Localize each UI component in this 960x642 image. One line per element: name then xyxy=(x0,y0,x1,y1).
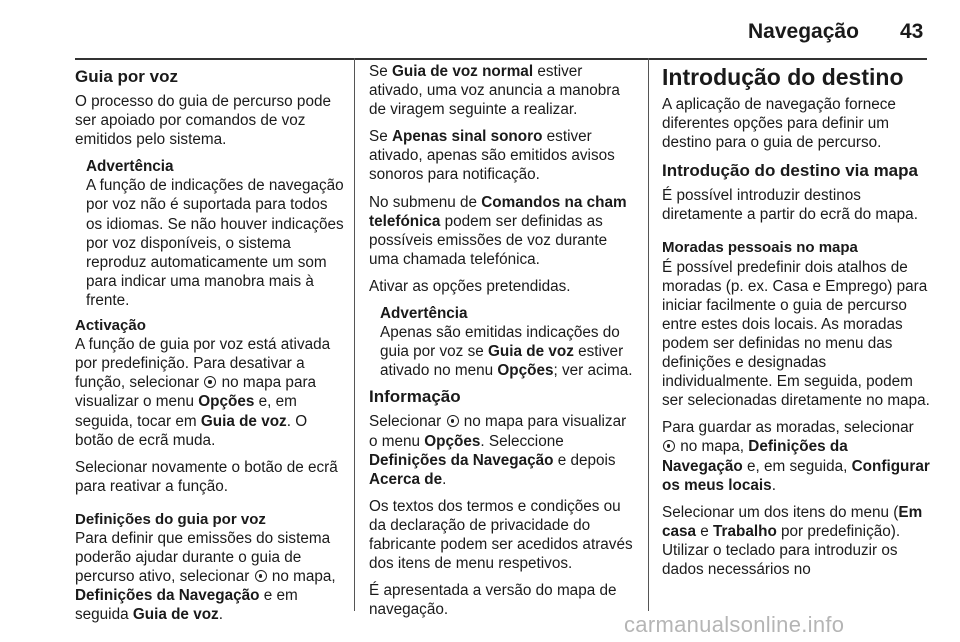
paragraph: No submenu de Comandos na cham telefónica podem ser definidas as possíveis emissões de voz durante uma chamada telefónica. xyxy=(369,193,627,268)
paragraph: Os textos dos termos e condições ou da declaração de privacidade do fabricante podem ser acedidos através dos itens de menu respetivos. xyxy=(369,497,633,573)
paragraph: Para guardar as moradas, selecionar no mapa, Definições da Navegação e, em seguida, Configurar os meus locais. xyxy=(662,419,930,494)
heading-introducao-destino: Introdução do destino xyxy=(662,64,904,90)
page-header xyxy=(0,0,960,58)
column-2 xyxy=(369,62,637,627)
note-text: Apenas são emitidas indicações do guia por voz se Guia de voz estiver ativado no menu Opções; ver acima. xyxy=(380,324,633,380)
heading-activacao: Activação xyxy=(75,317,146,335)
column-1 xyxy=(75,62,347,632)
watermark: carmanualsonline.info xyxy=(624,612,845,637)
note-box xyxy=(75,157,347,310)
target-icon xyxy=(204,376,216,388)
target-icon xyxy=(663,440,675,452)
note-title: Advertência xyxy=(86,158,174,176)
paragraph: Se Guia de voz normal estiver ativado, uma voz anuncia a manobra de viragem seguinte a realizar. xyxy=(369,63,620,119)
paragraph: Para definir que emissões do sistema poderão ajudar durante o guia de percurso ativo, selecionar no mapa, Definições da Navegação e em seguida Guia de voz. xyxy=(75,529,336,624)
note-title: Advertência xyxy=(380,305,468,323)
paragraph: O processo do guia de percurso pode ser apoiado por comandos de voz emitidos pelo sistema. xyxy=(75,93,331,149)
paragraph: Selecionar no mapa para visualizar o menu Opções. Seleccione Definições da Navegação e depois Acerca de. xyxy=(369,413,627,488)
heading-informacao: Informação xyxy=(369,387,461,407)
paragraph: A função de guia por voz está ativada por predefinição. Para desativar a função, selecionar no mapa para visualizar o menu Opções e, em seguida, tocar em Guia de voz. O botão de ecrã muda. xyxy=(75,336,331,449)
column-divider-1 xyxy=(354,58,355,611)
heading-definicoes-guia: Definições do guia por voz xyxy=(75,510,266,528)
section-title: Navegação xyxy=(748,20,859,43)
heading-moradas-pessoais: Moradas pessoais no mapa xyxy=(662,239,858,257)
column-divider-2 xyxy=(648,58,649,611)
heading-guia-por-voz: Guia por voz xyxy=(75,67,178,86)
paragraph: Ativar as opções pretendidas. xyxy=(369,277,571,295)
target-icon xyxy=(255,570,267,582)
target-icon xyxy=(447,415,459,427)
paragraph: É apresentada a versão do mapa de navegação. xyxy=(369,582,617,619)
paragraph: Selecionar novamente o botão de ecrã para reativar a função. xyxy=(75,458,338,495)
heading-destino-via-mapa: Introdução do destino via mapa xyxy=(662,161,918,181)
paragraph: Se Apenas sinal sonoro estiver ativado, apenas são emitidos avisos sonoros para notificação. xyxy=(369,128,615,184)
paragraph: É possível predefinir dois atalhos de moradas (p. ex. Casa e Emprego) para iniciar facilmente o guia de percurso entre estes dois locais. As moradas podem ser definidas no menu das definições e designadas individualmente. Em seguida, podem ser selecionadas diretamente no mapa. xyxy=(662,258,930,410)
column-3 xyxy=(662,62,930,587)
note-text: A função de indicações de navegação por voz não é suportada para todos os idiomas. Se não houver indicações por voz disponíveis, o sistema reproduz automaticamente um som para indicar uma manobra mais à frente. xyxy=(86,177,344,309)
paragraph: Selecionar um dos itens do menu (Em casa e Trabalho por predefinição). Utilizar o teclado para introduzir os dados necessários no xyxy=(662,503,923,578)
note-box xyxy=(369,304,637,380)
page-number: 43 xyxy=(900,20,924,43)
header-rule xyxy=(75,58,927,60)
paragraph: A aplicação de navegação fornece diferentes opções para definir um destino para o guia de percurso. xyxy=(662,96,896,152)
paragraph: É possível introduzir destinos diretamente a partir do ecrã do mapa. xyxy=(662,187,918,224)
